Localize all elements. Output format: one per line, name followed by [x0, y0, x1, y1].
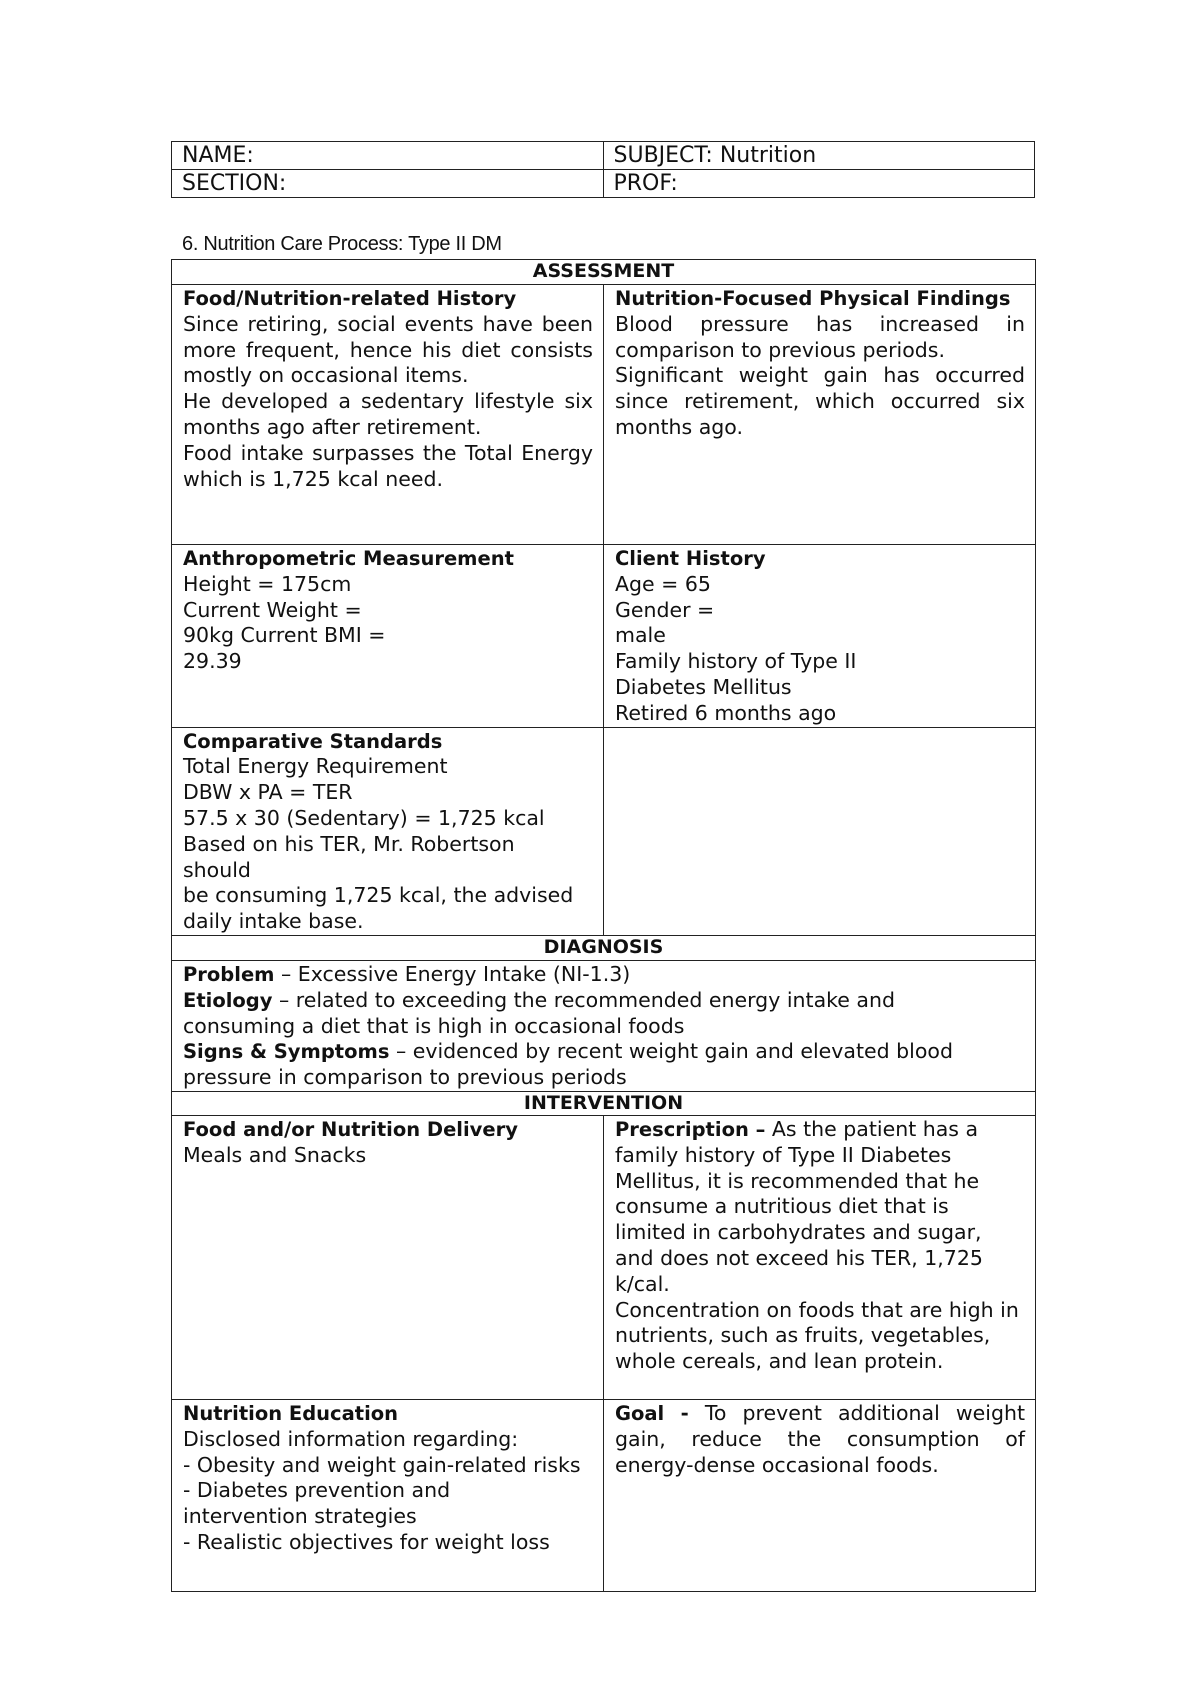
- delivery-cell: [172, 1115, 604, 1399]
- client-age: Age = 65: [615, 571, 711, 596]
- comparative-ter: Total Energy Requirement: [183, 754, 448, 779]
- goal-label: Goal -: [615, 1401, 689, 1425]
- goal-cell: [604, 1399, 1036, 1591]
- etiology-text: – related to exceeding the recommended energy intake and consuming a diet that is high in occasional foods: [183, 987, 895, 1038]
- prescription-cell: [604, 1115, 1036, 1399]
- document-title: 6. Nutrition Care Process: Type II DM: [182, 233, 502, 255]
- section-label: SECTION:: [172, 170, 604, 198]
- header-table: [171, 141, 1035, 198]
- physical-findings-p1: Blood pressure has increased in comparison to previous periods.: [615, 311, 1025, 362]
- education-item-1: - Obesity and weight gain-related risks: [183, 1452, 581, 1477]
- comparative-formula: DBW x PA = TER: [183, 780, 353, 805]
- assessment-heading: ASSESSMENT: [172, 260, 1036, 285]
- problem-label: Problem: [183, 962, 275, 986]
- client-gender-label: Gender =: [615, 597, 715, 622]
- food-history-p1: Since retiring, social events have been more frequent, hence his diet consists mostly on occasional items.: [183, 311, 593, 388]
- prescription-body: [615, 1117, 1025, 1298]
- comparative-calc: 57.5 x 30 (Sedentary) = 1,725 kcal: [183, 805, 545, 830]
- anthropometric-title: Anthropometric Measurement: [183, 547, 514, 570]
- education-title: Nutrition Education: [183, 1401, 399, 1425]
- goal-text: To prevent additional weight gain, reduce the consumption of energy-dense occasional foods.: [615, 1400, 1025, 1477]
- physical-findings-p2: Significant weight gain has occurred since retirement, which occurred six months ago.: [615, 363, 1025, 439]
- anthropometric-cell: [172, 545, 604, 728]
- client-gender-value: male: [615, 623, 666, 648]
- physical-findings-cell: [604, 285, 1036, 545]
- diagnosis-cell: [172, 960, 1036, 1091]
- problem-text: – Excessive Energy Intake (NI-1.3): [274, 961, 631, 986]
- diagnosis-heading: DIAGNOSIS: [172, 935, 1036, 960]
- comparative-based: Based on his TER, Mr. Robertson should: [183, 831, 515, 882]
- education-item-2: - Diabetes prevention and intervention strategies: [183, 1478, 451, 1529]
- food-history-p3: Food intake surpasses the Total Energy which is 1,725 kcal need.: [183, 440, 593, 491]
- signs-text: – evidenced by recent weight gain and elevated blood pressure in comparison to previous periods: [183, 1039, 953, 1090]
- comparative-title: Comparative Standards: [183, 729, 443, 753]
- education-item-3: - Realistic objectives for weight loss: [183, 1529, 550, 1554]
- food-history-cell: [172, 285, 604, 545]
- prescription-text: As the patient has a family history of Type II Diabetes Mellitus, it is recommended that he consume a nutritious diet that is limited in carbohydrates and sugar, and does not exceed his TER, 1,725 k/cal.: [615, 1116, 983, 1296]
- delivery-title: Food and/or Nutrition Delivery: [183, 1117, 518, 1141]
- anthropometric-bmi: 90kg Current BMI =: [183, 623, 386, 648]
- anthropometric-bmi-value: 29.39: [183, 649, 242, 674]
- intervention-heading: INTERVENTION: [172, 1091, 1036, 1115]
- client-history-cell: [604, 545, 1036, 728]
- signs-label: Signs & Symptoms: [183, 1040, 390, 1064]
- comparative-consume: be consuming 1,725 kcal, the advised daily intake base.: [183, 883, 574, 934]
- empty-cell: [604, 727, 1036, 935]
- prof-label: PROF:: [603, 170, 1035, 198]
- diagnosis-signs: [183, 1039, 1025, 1091]
- education-cell: [172, 1399, 604, 1591]
- client-family-history: Family history of Type II Diabetes Mellitus: [615, 649, 857, 699]
- name-label: NAME:: [172, 142, 604, 170]
- subject-label: SUBJECT: Nutrition: [603, 142, 1035, 170]
- physical-findings-title: Nutrition-Focused Physical Findings: [615, 287, 1011, 310]
- client-retired: Retired 6 months ago: [615, 700, 837, 725]
- client-history-title: Client History: [615, 547, 766, 570]
- diagnosis-problem: [183, 962, 1025, 988]
- delivery-text: Meals and Snacks: [183, 1142, 367, 1167]
- prescription-label: Prescription –: [615, 1117, 766, 1141]
- nutrition-care-table: [171, 259, 1036, 1592]
- comparative-standards-cell: [172, 727, 604, 935]
- education-intro: Disclosed information regarding:: [183, 1426, 519, 1451]
- prescription-p2: Concentration on foods that are high in nutrients, such as fruits, vegetables, whole cereals, and lean protein.: [615, 1297, 1019, 1374]
- food-history-p2: He developed a sedentary lifestyle six months ago after retirement.: [183, 389, 593, 439]
- etiology-label: Etiology: [183, 988, 273, 1012]
- diagnosis-etiology: [183, 988, 1025, 1040]
- anthropometric-weight: Current Weight =: [183, 597, 362, 622]
- food-history-title: Food/Nutrition-related History: [183, 287, 517, 310]
- anthropometric-height: Height = 175cm: [183, 571, 352, 596]
